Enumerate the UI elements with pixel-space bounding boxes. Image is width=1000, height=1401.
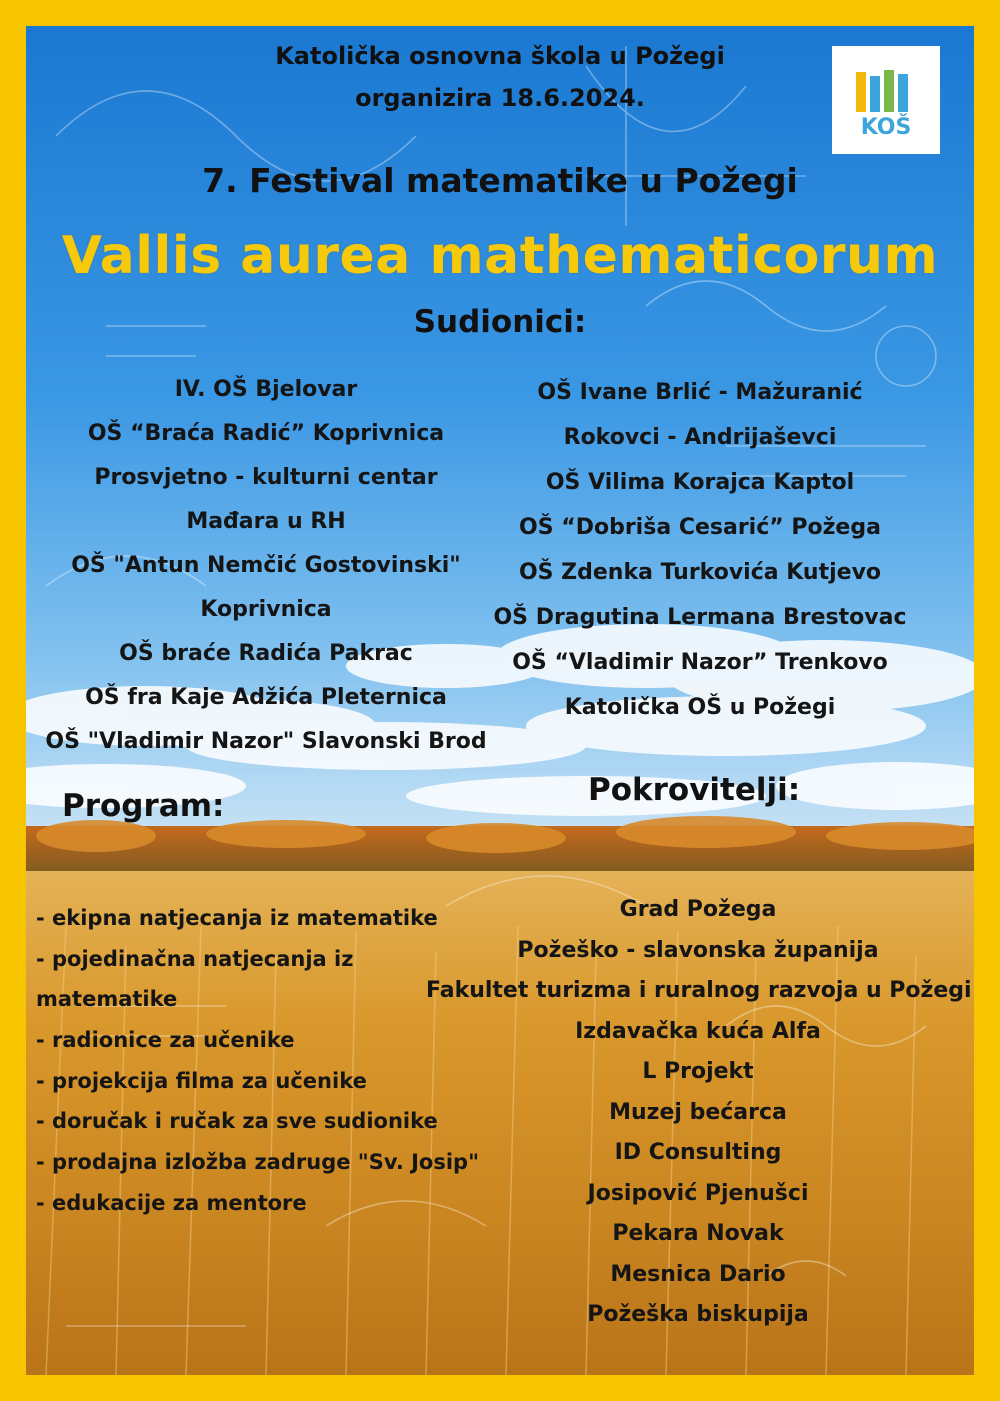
- sponsor-item: Josipović Pjenušci: [587, 1180, 809, 1206]
- svg-text:KOŠ: KOŠ: [860, 115, 912, 140]
- program-item: - prodajna izložba zadruge "Sv. Josip": [36, 1150, 480, 1175]
- participant-item: OŠ “Vladimir Nazor” Trenkovo: [512, 650, 888, 675]
- participant-item: Katolička OŠ u Požegi: [564, 695, 836, 720]
- participant-item: Rokovci - Andrijaševci: [563, 425, 837, 450]
- sponsor-item: Fakultet turizma i ruralnog razvoja u Požegi: [426, 978, 972, 1003]
- program-item: - radionice za učenike: [36, 1028, 295, 1053]
- participant-item: OŠ “Dobriša Cesarić” Požega: [519, 515, 881, 540]
- program-heading: Program:: [62, 788, 225, 824]
- participants-left-list: [26, 368, 506, 764]
- festival-title: 7. Festival matematike u Požegi: [202, 161, 798, 200]
- participant-item: OŠ “Braća Radić” Koprivnica: [87, 421, 445, 446]
- sponsor-item: Izdavačka kuća Alfa: [575, 1018, 821, 1044]
- program-item: - edukacije za mentore: [36, 1190, 307, 1215]
- participant-item: Prosvjetno - kulturni centar: [94, 465, 438, 490]
- participant-item: OŠ Vilima Korajca Kaptol: [545, 470, 855, 495]
- latin-title: Vallis aurea mathematicorum: [61, 226, 939, 286]
- sponsor-item: Požeška biskupija: [587, 1302, 809, 1327]
- sponsors-heading: Pokrovitelji:: [588, 772, 801, 808]
- participant-item: Koprivnica: [200, 597, 332, 622]
- organizer-line: Katolička osnovna škola u Požegi: [275, 42, 725, 70]
- participant-item: OŠ Zdenka Turkovića Kutjevo: [518, 560, 882, 585]
- sponsors-list: [426, 890, 970, 1336]
- participant-item: OŠ "Vladimir Nazor" Slavonski Brod: [45, 729, 487, 754]
- sponsor-item: Grad Požega: [619, 897, 777, 922]
- sponsor-item: ID Consulting: [614, 1140, 782, 1165]
- participant-item: OŠ Dragutina Lermana Brestovac: [493, 605, 907, 630]
- sponsor-item: Muzej bećarca: [609, 1099, 787, 1125]
- participants-heading: Sudionici:: [413, 304, 587, 340]
- program-item: matematike: [36, 987, 178, 1012]
- participant-item: OŠ Ivane Brlić - Mažuranić: [537, 380, 863, 405]
- program-item: - doručak i ručak za sve sudionike: [36, 1109, 438, 1134]
- sponsor-item: Požeško - slavonska županija: [517, 937, 879, 963]
- participant-item: OŠ "Antun Nemčić Gostovinski": [71, 553, 461, 578]
- program-item: - pojedinačna natjecanja iz: [36, 946, 354, 971]
- participant-item: IV. OŠ Bjelovar: [174, 377, 358, 402]
- participant-item: OŠ braće Radića Pakrac: [119, 641, 413, 666]
- participants-right-list: [474, 370, 926, 730]
- sponsor-item: Mesnica Dario: [610, 1261, 786, 1287]
- program-item: - projekcija filma za učenike: [36, 1068, 367, 1093]
- organizer-date-line: organizira 18.6.2024.: [355, 84, 645, 112]
- program-item: - ekipna natjecanja iz matematike: [36, 906, 438, 930]
- participant-item: Mađara u RH: [186, 509, 346, 534]
- participant-item: OŠ fra Kaje Adžića Pleternica: [85, 685, 447, 710]
- sponsor-item: Pekara Novak: [612, 1221, 784, 1246]
- sponsor-item: L Projekt: [642, 1059, 754, 1084]
